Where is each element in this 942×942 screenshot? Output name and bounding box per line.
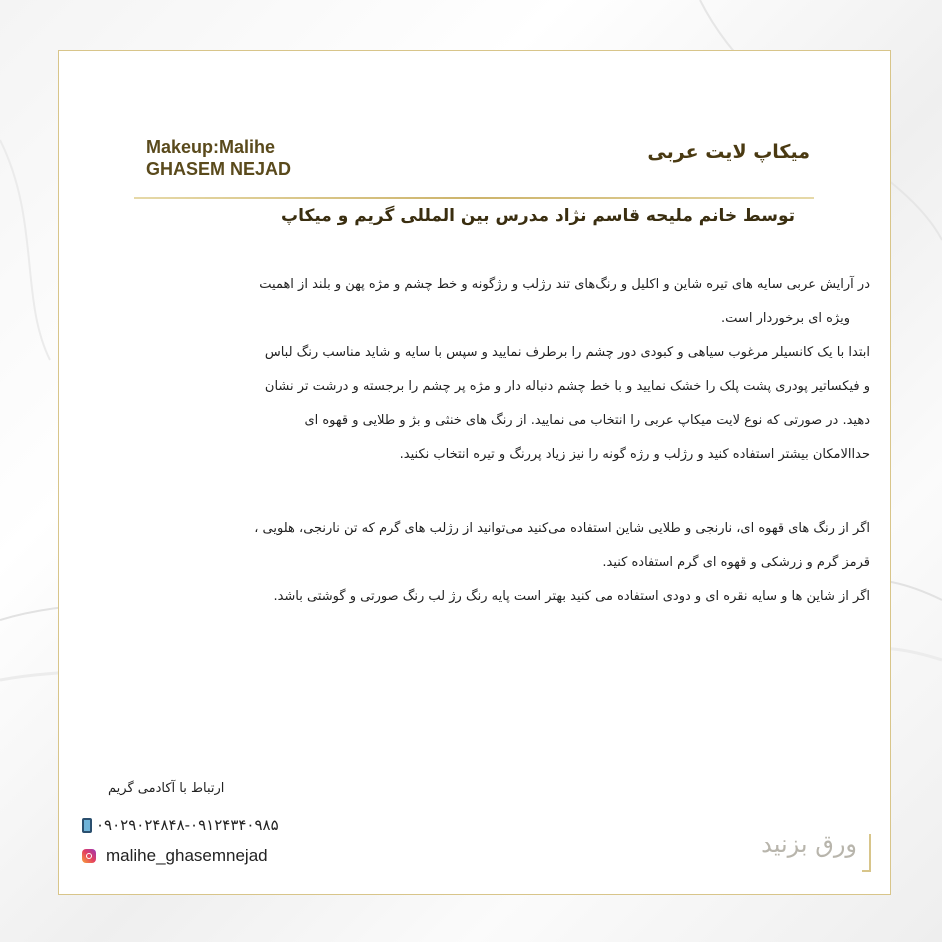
paragraph-line: اگر از رنگ های قهوه ای، نارنجی و طلایی شاین استفاده می‌کنید می‌توانید از رژلب های گرم که تن نارنجی، هلویی ، (254, 521, 870, 536)
paragraph-1 (100, 268, 870, 472)
instagram-row (82, 846, 268, 866)
phone-icon (82, 818, 92, 833)
phone-numbers[interactable]: ۰۹۰۲۹۰۲۴۸۴۸-۰۹۱۲۴۳۴۰۹۸۵ (96, 816, 279, 834)
author-credit (146, 136, 291, 180)
phone-row (82, 816, 279, 834)
corner-mark (862, 834, 871, 872)
page-title: میکاپ لایت عربی (647, 141, 810, 163)
instagram-icon (82, 849, 96, 863)
gold-divider (134, 197, 814, 199)
swipe-hint[interactable]: ورق بزنید (761, 830, 857, 858)
instagram-handle[interactable]: malihe_ghasemnejad (106, 846, 268, 865)
author-line-1: Makeup:Malihe (146, 137, 276, 157)
paragraph-line: ابتدا با یک کانسیلر مرغوب سیاهی و کبودی دور چشم را برطرف نمایید و سپس با سایه و شاید مناسب رنگ لباس (264, 345, 870, 360)
page-subtitle: توسط خانم ملیحه قاسم نژاد مدرس بین المللی گریم و میکاپ (281, 206, 795, 226)
paragraph-line: دهید. در صورتی که نوع لایت میکاپ عربی را انتخاب می نمایید. از رنگ های خنثی و بژ و طلایی و قهوه ای (304, 413, 870, 428)
author-line-2: GHASEM NEJAD (146, 159, 292, 179)
paragraph-line: در آرایش عربی سایه های تیره شاین و اکلیل و رنگ‌های تند رژلب و رژگونه و خط چشم و مژه پهن و بلند از اهمیت (259, 277, 870, 292)
contact-label: ارتباط با آکادمی گریم (108, 781, 225, 796)
paragraph-line: و فیکساتیر پودری پشت پلک را خشک نمایید و با خط چشم دنباله دار و مژه پر چشم را برجسته و درشت تر نشان (264, 379, 870, 394)
paragraph-line: اگر از شاین ها و سایه نقره ای و دودی استفاده می کنید بهتر است پایه رنگ رژ لب رنگ صورتی و گوشتی باشد. (273, 589, 870, 604)
paragraph-line: ویژه ای برخوردار است. (721, 311, 850, 326)
paragraph-2 (100, 512, 870, 614)
paragraph-line: قرمز گرم و زرشکی و قهوه ای گرم استفاده کنید. (602, 555, 870, 570)
paragraph-line: حداالامکان بیشتر استفاده کنید و رژلب و رژه گونه را نیز زیاد پررنگ و تیره انتخاب نکنید. (399, 447, 870, 462)
